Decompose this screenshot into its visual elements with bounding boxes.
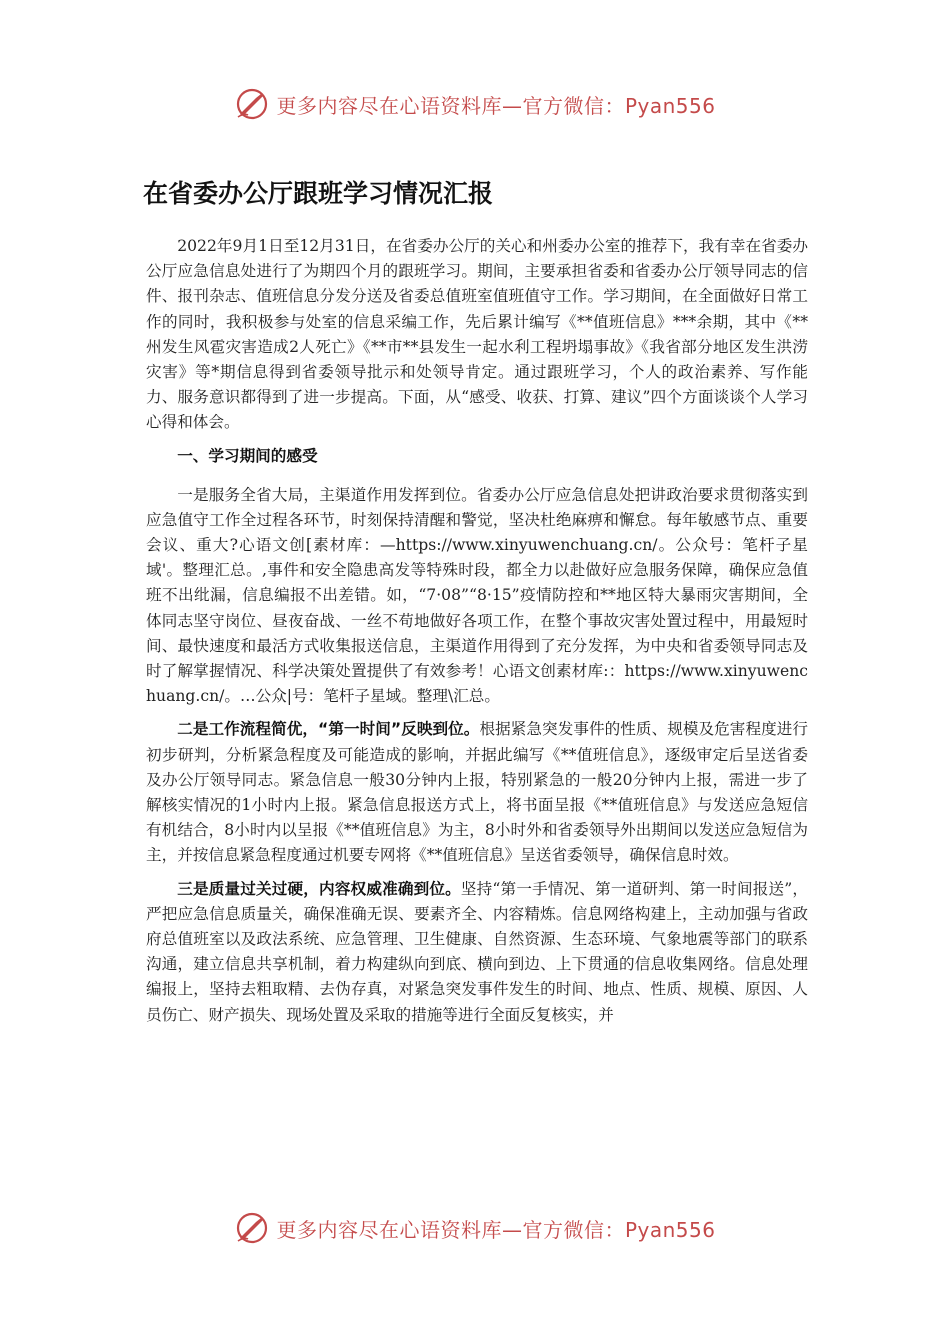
writing-hand-logo-icon: [234, 86, 270, 122]
section-heading-1: 一、学习期间的感受: [177, 446, 318, 465]
banner-text: 更多内容尽在心语资料库—官方微信：Pyan556: [276, 1217, 716, 1242]
paragraph-2: [146, 717, 808, 868]
banner-text: 更多内容尽在心语资料库—官方微信：Pyan556: [276, 93, 716, 118]
writing-hand-logo-icon: [234, 1210, 270, 1246]
paragraph-3: [146, 877, 808, 1028]
paragraph-2-lead: 二是工作流程简优，“第一时间”反映到位。: [177, 720, 480, 739]
paragraph-2-body: 根据紧急突发事件的性质、规模及危害程度进行初步研判，分析紧急程度及可能造成的影响，并据此编写《**值班信息》，逐级审定后呈送省委及办公厅领导同志。紧急信息一般30分钟内上报，特别紧急的一般20分钟内上报，需进一步了解核实情况的1小时内上报。紧急信息报送方式上，将书面呈报《**值班信息》与发送应急短信有机结合，8小时内以呈报《**值班信息》为主，8小时外和省委领导外出期间以发送应急短信为主，并按信息紧急程度通过机要专网将《**值班信息》呈送省委领导，确保信息时效。: [146, 720, 808, 865]
header-watermark-banner: [0, 84, 950, 124]
intro-paragraph: 2022年9月1日至12月31日，在省委办公厅的关心和州委办公室的推荐下，我有幸在省委办公厅应急信息处进行了为期四个月的跟班学习。期间，主要承担省委和省委办公厅领导同志的信件、报刊杂志、值班信息分发分送及省委总值班室值班值守工作。学习期间，在全面做好日常工作的同时，我积极参与处室的信息采编工作，先后累计编写《**值班信息》***余期，其中《**州发生风雹灾害造成2人死亡》《**市**县发生一起水利工程坍塌事故》《我省部分地区发生洪涝灾害》等*期信息得到省委领导批示和处领导肯定。通过跟班学习，个人的政治素养、写作能力、服务意识都得到了进一步提高。下面，从“感受、收获、打算、建议”四个方面谈谈个人学习心得和体会。: [146, 237, 808, 432]
paragraph-3-body: 坚持“第一手情况、第一道研判、第一时间报送”，严把应急信息质量关，确保准确无误、要素齐全、内容精炼。信息网络构建上，主动加强与省政府总值班室以及政法系统、应急管理、卫生健康、自然资源、生态环境、气象地震等部门的联系沟通，建立信息共享机制，着力构建纵向到底、横向到边、上下贯通的信息收集网络。信息处理编报上，坚持去粗取精、去伪存真，对紧急突发事件发生的时间、地点、性质、规模、原因、人员伤亡、财产损失、现场处置及采取的措施等进行全面反复核实，并: [146, 879, 808, 1024]
document-title: 在省委办公厅跟班学习情况汇报: [143, 179, 494, 208]
paragraph-3-lead: 三是质量过关过硬，内容权威准确到位。: [177, 879, 461, 898]
footer-watermark-banner: [0, 1208, 950, 1248]
paragraph-1: 一是服务全省大局，主渠道作用发挥到位。省委办公厅应急信息处把讲政治要求贯彻落实到应急值守工作全过程各环节，时刻保持清醒和警觉，坚决杜绝麻痹和懈怠。每年敏感节点、重要会议、重大?心语文创[素材库：—https://www.xinyuwenchuang.cn/。公众号：笔杆子星域'。整理汇总。,事件和安全隐患高发等特殊时段，都全力以赴做好应急服务保障，确保应急值班不出纰漏，信息编报不出差错。如，“7·08”“8·15”疫情防控和**地区特大暴雨灾害期间，全体同志坚守岗位、昼夜奋战、一丝不苟地做好各项工作，在整个事故灾害处置过程中，用最短时间、最快速度和最活方式收集报送信息，主渠道作用得到了充分发挥，为中央和省委领导同志及时了解掌握情况、科学决策处置提供了有效参考！心语文创素材库:：https://www.xinyuwenchuang.cn/。…公众|号：笔杆子星域。整理\汇总。: [146, 485, 808, 706]
document-body: [146, 234, 808, 1036]
